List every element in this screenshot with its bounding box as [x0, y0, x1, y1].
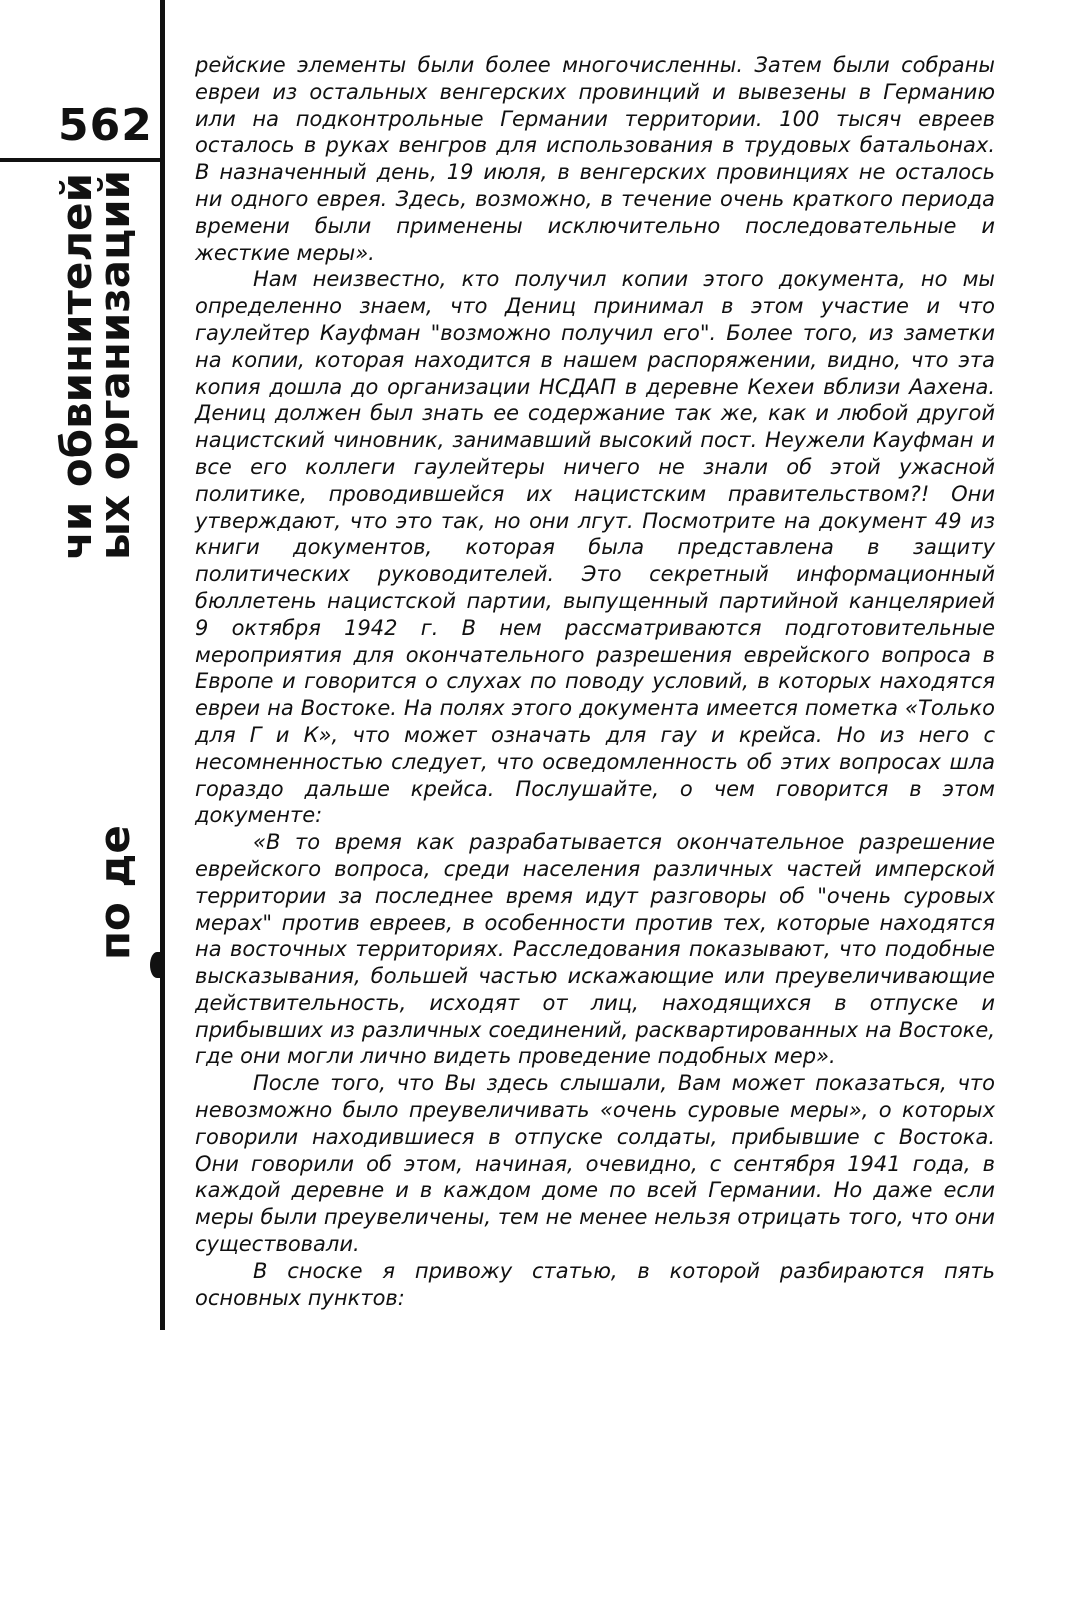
- side-running-title-line2: ых организаций: [90, 169, 139, 560]
- page-number-rule: [0, 158, 164, 162]
- paragraph: В сноске я привожу статью, в которой разбираются пять основных пунктов:: [195, 1258, 995, 1310]
- paragraph: Нам неизвестно, кто получил копии этого документа, но мы определенно знаем, что Дениц принимал в этом участие и что гаулейтер Кауфман "возможно получил его". Более того, из заметки на копии, которая находится в нашем распоряжении, видно, что эта копия дошла до организации НСДАП в деревне Кехеи вблизи Аахена. Дениц должен был знать ее содержание так же, как и любой другой нацистский чиновник, занимавший высокий пост. Неужели Кауфман и все его коллеги гаулейтеры ничего не знали об этой ужасной политике, проводившейся их нацистским правительством?! Они утверждают, что это так, но они лгут. Посмотрите на документ 49 из книги документов, которая была представлена в защиту политических руководителей. Это секретный информационный бюллетень нацистской партии, выпущенный партийной канцелярией 9 октября 1942 г. В нем рассматриваются подготовительные мероприятия для окончательного разрешения еврейского вопроса в Европе и говорится о слухах по поводу условий, в которых находятся евреи на Востоке. На полях этого документа имеется пометка «Только для Г и К», что может означать для гау и крейса. Но из него с несомненностью следует, что осведомленность об этих вопросах шла гораздо дальше крейса. Послушайте, о чем говорится в этом документе:: [195, 267, 995, 828]
- margin-rule-mark: [150, 952, 164, 978]
- side-running-title-line3: по де: [90, 825, 139, 960]
- paragraph-continuation: рейские элементы были более многочисленны. Затем были собраны евреи из остальных венгерских провинций и вывезены в Германию или на подконтрольные Германии территории. 100 тысяч евреев осталось в руках венгров для использования в трудовых батальонах. В назначенный день, 19 июля, в венгерских провинциях не осталось ни одного еврея. Здесь, возможно, в течение очень краткого периода времени были применены исключительно последовательные и жесткие меры».: [195, 53, 995, 265]
- paragraph: После того, что Вы здесь слышали, Вам может показаться, что невозможно было преувеличивать «очень суровые меры», о которых говорили находившиеся в отпуске солдаты, прибывшие с Востока. Они говорили об этом, начиная, очевидно, с сентября 1941 года, в каждой деревне и в каждом доме по всей Германии. Но даже если меры были преувеличены, тем не менее нельзя отрицать того, что они существовали.: [195, 1071, 995, 1257]
- side-running-title-line1: чи обвинителей: [52, 172, 101, 560]
- body-text: [195, 52, 995, 1311]
- quoted-paragraph: «В то время как разрабатывается окончательное разрешение еврейского вопроса, среди населения различных частей имперской территории за последнее время идут разговоры об "очень суровых мерах" против евреев, в особенности против тех, которые находятся на восточных территориях. Расследования показывают, что подобные высказывания, большей частью искажающие или преувеличивающие действительность, исходят от лиц, находящихся в отпуске и прибывших из различных соединений, расквартированных на Востоке, где они могли лично видеть проведение подобных мер».: [195, 830, 995, 1069]
- margin-vertical-rule: [160, 0, 165, 1330]
- page-number: 562: [58, 100, 153, 151]
